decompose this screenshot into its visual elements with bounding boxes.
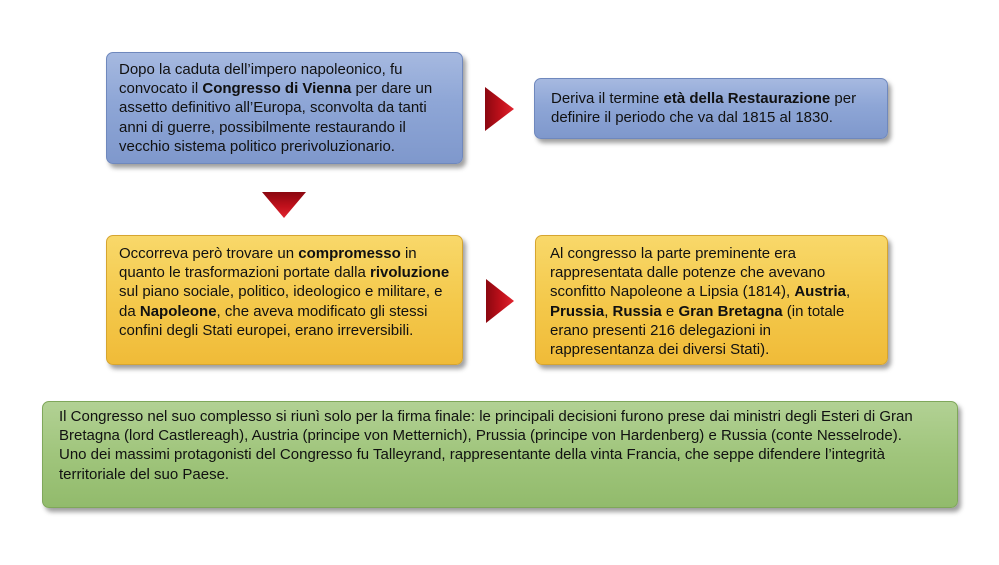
arrow-right-icon [485,87,514,131]
box-text: , [846,283,851,301]
highlight-austria: Austria [794,283,847,301]
box-text: per definire il periodo che va dal 1815 al 1830. [551,90,857,127]
box-text: e [661,302,679,320]
highlight-gran-bretagna: Gran Bretagna [678,302,783,320]
box-text: (in totale erano presenti 216 delegazioni in rappresentanza dei diversi Stati). [550,302,845,359]
highlight-compromesso: compromesso [298,245,401,262]
box-potenze-vincitrici [535,235,888,365]
box-compromesso [106,235,463,365]
highlight-napoleone: Napoleone [139,302,217,320]
box-text: Dopo la caduta dell’impero napoleonico, fu convocato il [119,61,403,98]
box-text: in quanto le trasformazioni portate dalla [119,245,417,282]
arrow-right-icon [486,279,514,323]
box-text: sul piano sociale, politico, ideologico e militare, e da [119,283,443,320]
highlight-eta-della-restaurazione: età della Restaurazione [663,90,831,107]
box-congress-vienna [106,52,463,164]
paragraph-talleyrand: Uno dei massimi protagonisti del Congresso fu Talleyrand, rappresentante della vinta Francia, che seppe difendere l’integrità territoriale del suo Paese. [59,446,886,483]
box-eta-restaurazione [534,78,888,139]
highlight-prussia: Prussia [550,302,605,320]
box-text: Deriva il termine [551,90,664,107]
paragraph-firma-finale: Il Congresso nel suo complesso si riunì solo per la firma finale: le principali decisioni furono prese dai ministri degli Esteri di Gran Bretagna (lord Castlereagh), Austria (principe von Metternich), Prussia (principe von Hardenberg) e Russia (conte Nesselrode). [59,408,913,445]
highlight-russia: Russia [612,302,662,320]
box-text: per dare un assetto definitivo all’Europa, sconvolta da tanti anni di guerre, possibilmente restaurando il vecchio sistema politico prerivoluzionario. [119,80,433,155]
box-text: Al congresso la parte preminente era rappresentata dalle potenze che avevano sconfitto Napoleone a Lipsia (1814), [550,245,826,301]
box-congresso-talleyrand [42,401,958,508]
highlight-congresso-di-vienna: Congresso di Vienna [202,80,352,98]
arrow-down-icon [262,192,306,218]
highlight-rivoluzione: rivoluzione [369,264,450,282]
box-text: Occorreva però trovare un [119,245,299,262]
box-text: , che aveva modificato gli stessi confini degli Stati europei, erano irreversibili. [119,302,428,339]
box-text: , [604,302,613,320]
